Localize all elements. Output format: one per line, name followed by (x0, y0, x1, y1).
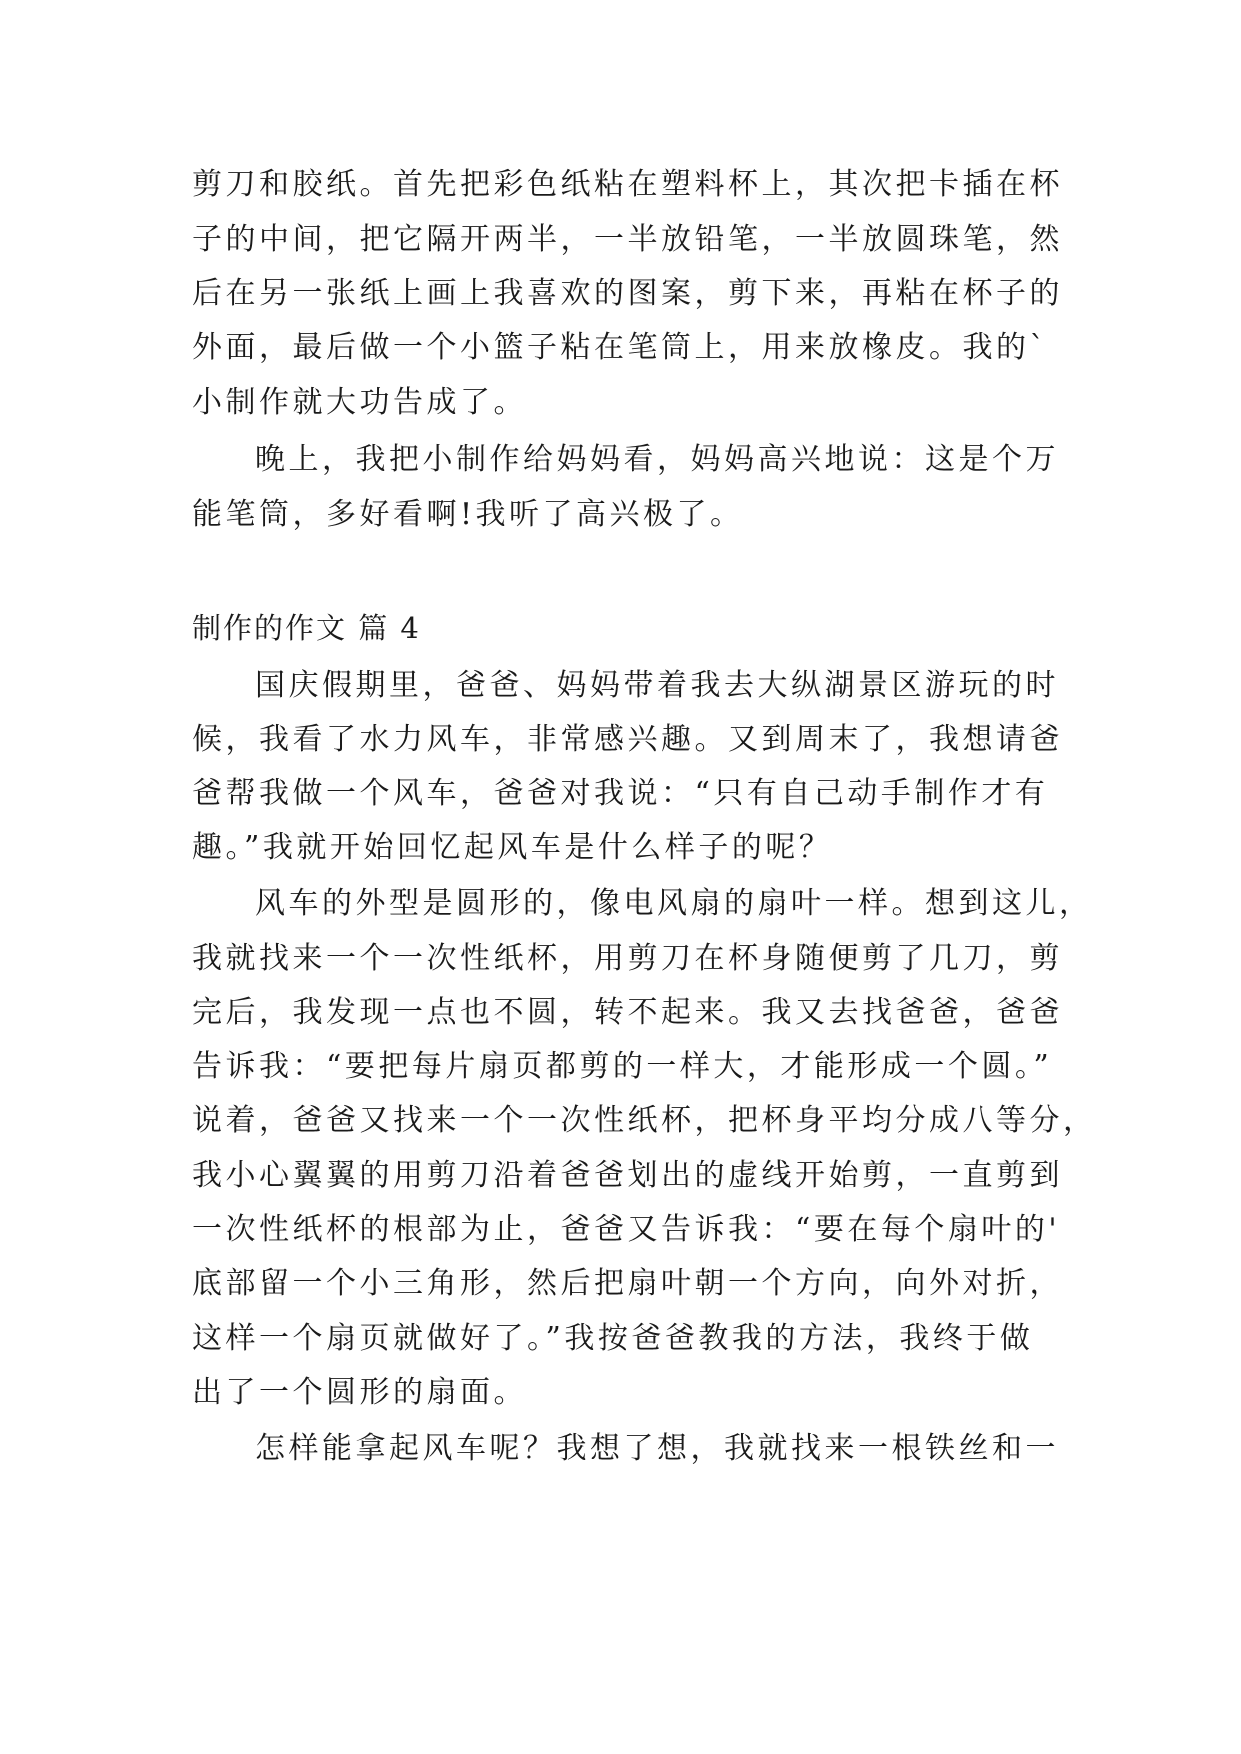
paragraph-5-line-1: 怎样能拿起风车呢？我想了想，我就找来一根铁丝和一 (255, 1431, 1059, 1466)
paragraph-3-line-2: 候，我看了水力风车，非常感兴趣。又到周末了，我想请爸 (192, 722, 1063, 757)
paragraph-1-line-2: 子的中间，把它隔开两半，一半放铅笔，一半放圆珠笔，然 (192, 222, 1063, 257)
paragraph-2-line-1: 晚上，我把小制作给妈妈看，妈妈高兴地说：这是个万 (255, 442, 1059, 477)
paragraph-1-line-3: 后在另一张纸上画上我喜欢的图案，剪下来，再粘在杯子的 (192, 276, 1063, 311)
paragraph-2-line-2: 能笔筒，多好看啊!我听了高兴极了。 (192, 497, 744, 532)
paragraph-3-line-4: 趣。”我就开始回忆起风车是什么样子的呢？ (192, 830, 833, 865)
paragraph-4-line-4: 告诉我：“要把每片扇页都剪的一样大，才能形成一个圆。” (192, 1049, 1053, 1084)
paragraph-4-line-10: 出了一个圆形的扇面。 (192, 1375, 527, 1410)
paragraph-4-line-2: 我就找来一个一次性纸杯，用剪刀在杯身随便剪了几刀，剪 (192, 941, 1063, 976)
paragraph-4-line-6: 我小心翼翼的用剪刀沿着爸爸划出的虚线开始剪，一直剪到 (192, 1158, 1063, 1193)
paragraph-1-line-1: 剪刀和胶纸。首先把彩色纸粘在塑料杯上，其次把卡插在杯 (192, 167, 1063, 202)
section-heading: 制作的作文 篇 4 (192, 611, 421, 645)
paragraph-3-line-1: 国庆假期里，爸爸、妈妈带着我去大纵湖景区游玩的时 (255, 668, 1059, 703)
paragraph-1-line-4: 外面，最后做一个小篮子粘在笔筒上，用来放橡皮。我的` (192, 330, 1048, 365)
paragraph-4-line-7: 一次性纸杯的根部为止，爸爸又告诉我：“要在每个扇叶的' (192, 1212, 1061, 1247)
paragraph-3-line-3: 爸帮我做一个风车，爸爸对我说：“只有自己动手制作才有 (192, 776, 1049, 811)
paragraph-4-line-8: 底部留一个小三角形，然后把扇叶朝一个方向，向外对折， (192, 1266, 1063, 1301)
paragraph-4-line-3: 完后，我发现一点也不圆，转不起来。我又去找爸爸，爸爸 (192, 995, 1063, 1030)
paragraph-4-line-1: 风车的外型是圆形的，像电风扇的扇叶一样。想到这儿， (255, 886, 1093, 921)
paragraph-4-line-9: 这样一个扇页就做好了。”我按爸爸教我的方法，我终于做 (192, 1321, 1034, 1356)
paragraph-1-line-5: 小制作就大功告成了。 (192, 385, 527, 420)
paragraph-4-line-5: 说着，爸爸又找来一个一次性纸杯，把杯身平均分成八等分， (192, 1103, 1097, 1138)
